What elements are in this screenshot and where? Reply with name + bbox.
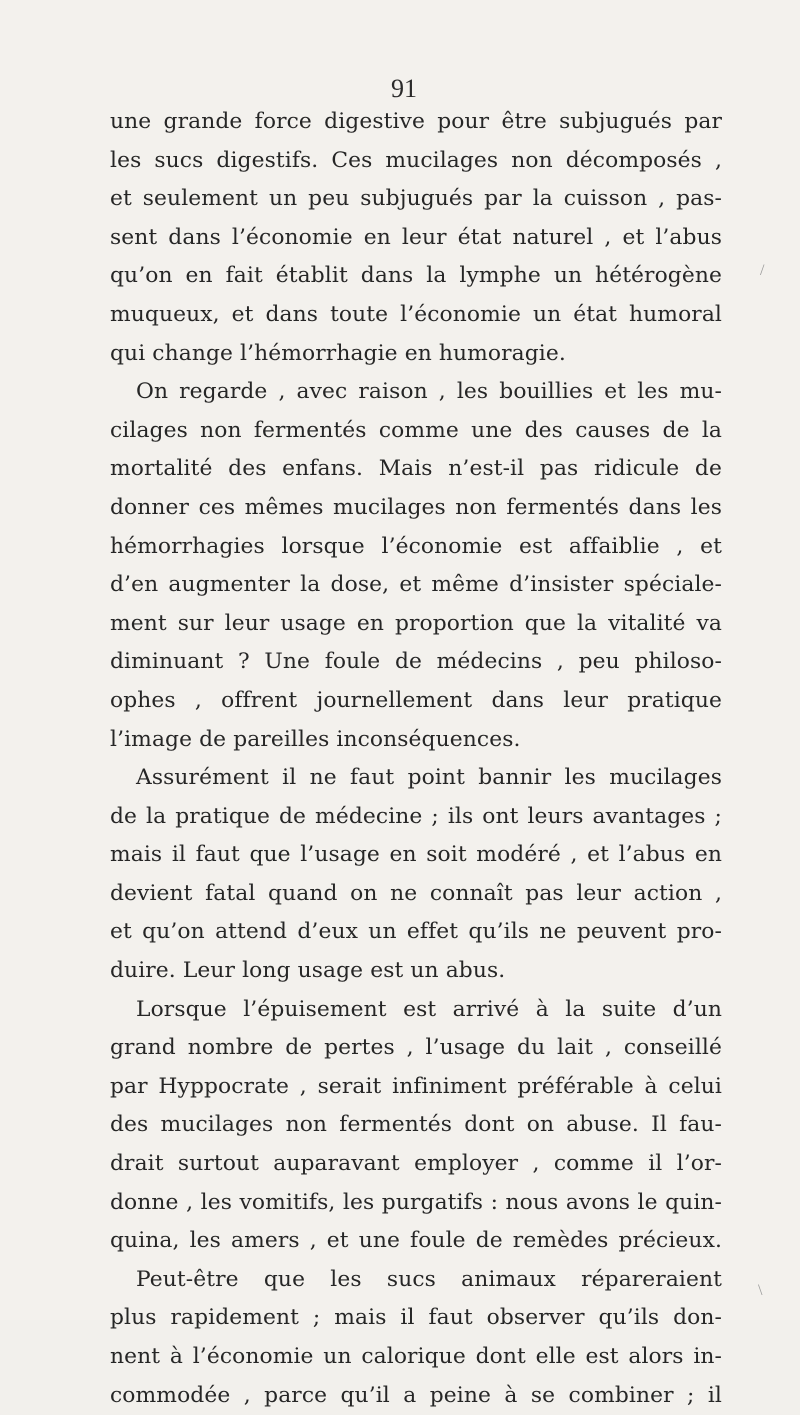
page-number: 91: [391, 74, 417, 103]
paragraph-start-line: Lorsque l’épuisement est arrivé à la suite d’un: [136, 996, 722, 1022]
text-line: des mucilages non fermentés dont on abuse. Il fau-: [110, 1112, 722, 1138]
body-text: [110, 103, 722, 1415]
text-line: hémorrhagies lorsque l’économie est affaiblie , et: [110, 533, 722, 559]
text-line: quina, les amers , et une foule de remèdes précieux.: [110, 1228, 722, 1254]
text-line: par Hyppocrate , serait infiniment préférable à celui: [110, 1073, 722, 1099]
paragraph-start-line: On regarde , avec raison , les bouillies et les mu-: [136, 379, 722, 405]
text-line: donner ces mêmes mucilages non fermentés dans les: [110, 494, 722, 520]
text-line: mortalité des enfans. Mais n’est-il pas ridicule de: [110, 456, 722, 482]
text-line: muqueux, et dans toute l’économie un état humoral: [110, 301, 722, 327]
text-line: d’en augmenter la dose, et même d’insister spéciale-: [110, 572, 722, 598]
text-line: plus rapidement ; mais il faut observer qu’ils don-: [110, 1305, 722, 1331]
text-line: ophes , offrent journellement dans leur pratique: [110, 687, 722, 713]
text-line: et seulement un peu subjugués par la cuisson , pas-: [110, 186, 722, 212]
text-line: l’image de pareilles inconséquences.: [110, 726, 521, 752]
text-line: cilages non fermentés comme une des causes de la: [110, 417, 722, 443]
text-line: diminuant ? Une foule de médecins , peu philoso-: [110, 649, 722, 675]
paragraph-start-line: Assurément il ne faut point bannir les mucilages: [136, 765, 722, 791]
text-line: qu’on en fait établit dans la lymphe un hétérogène: [110, 263, 722, 289]
text-line: de la pratique de médecine ; ils ont leurs avantages ;: [110, 803, 722, 829]
text-line: les sucs digestifs. Ces mucilages non décomposés ,: [110, 147, 722, 173]
paragraph-start-line: Peut-être que les sucs animaux répareraient: [136, 1266, 722, 1292]
text-line: une grande force digestive pour être subjugués par: [110, 109, 722, 134]
text-line: commodée , parce qu’il a peine à se combiner ; il: [110, 1382, 722, 1408]
margin-pencil-mark: \: [758, 1282, 763, 1299]
text-line: donne , les vomitifs, les purgatifs : nous avons le quin-: [110, 1189, 722, 1215]
text-line: qui change l’hémorrhagie en humoragie.: [110, 340, 566, 366]
text-line: ment sur leur usage en proportion que la vitalité va: [110, 610, 722, 636]
text-line: grand nombre de pertes , l’usage du lait , conseillé: [110, 1035, 722, 1061]
text-line: mais il faut que l’usage en soit modéré , et l’abus en: [110, 842, 722, 868]
text-line: devient fatal quand on ne connaît pas leur action ,: [110, 880, 722, 906]
text-line: drait surtout auparavant employer , comme il l’or-: [110, 1151, 722, 1177]
margin-pencil-mark: /: [760, 262, 765, 279]
text-line: et qu’on attend d’eux un effet qu’ils ne peuvent pro-: [110, 919, 722, 945]
text-line: duire. Leur long usage est un abus.: [110, 958, 506, 984]
text-line: sent dans l’économie en leur état naturel , et l’abus: [110, 224, 722, 250]
text-line: nent à l’économie un calorique dont elle est alors in-: [110, 1344, 722, 1369]
